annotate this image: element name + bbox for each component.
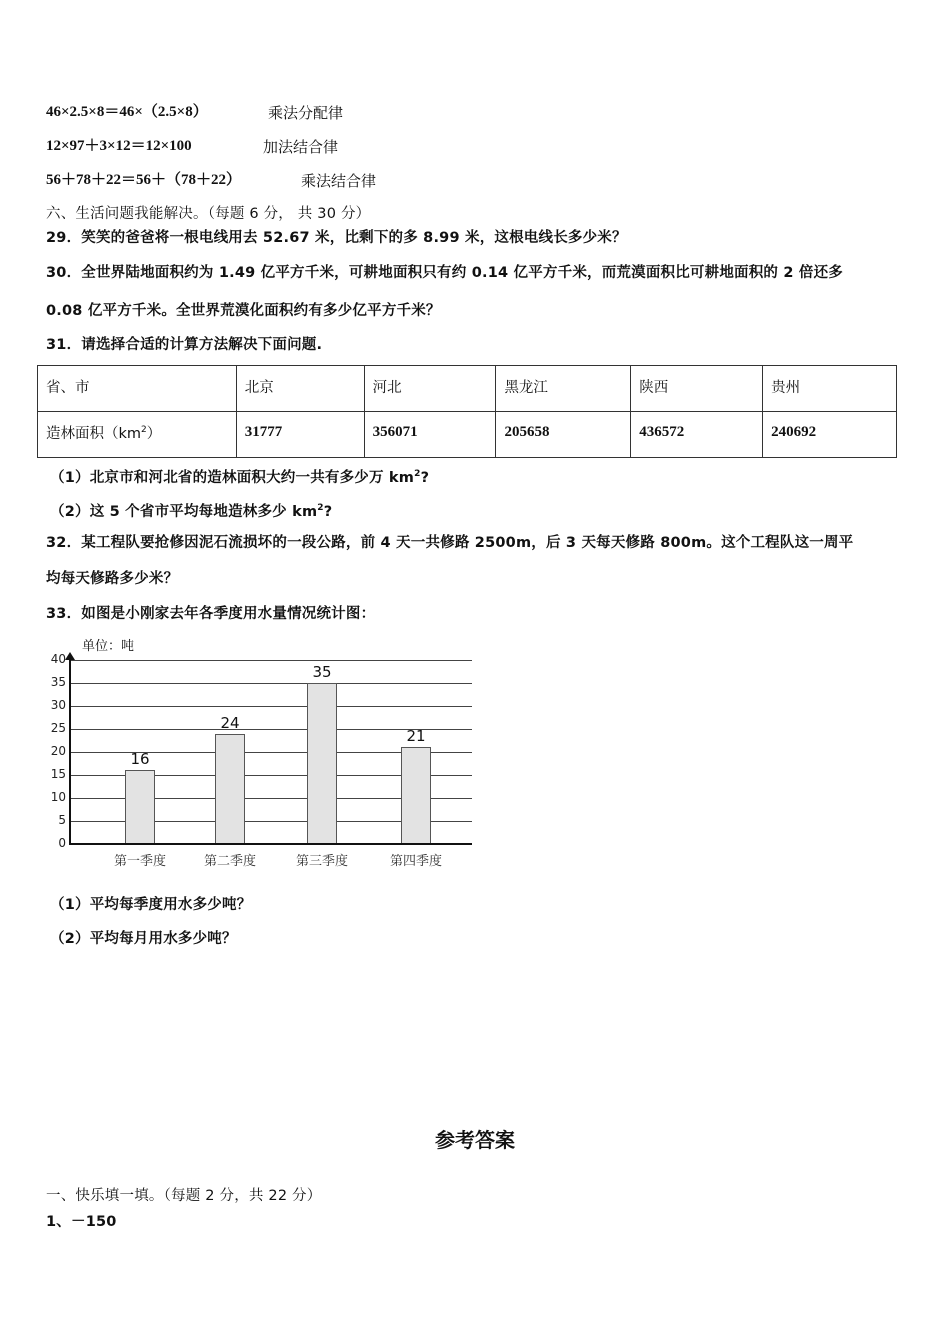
question-30-line-1: 30．全世界陆地面积约为 1.49 亿平方千米，可耕地面积只有约 0.14 亿平方千米，而荒漠面积比可耕地面积的 2 倍还多 [46, 265, 844, 281]
bar [125, 770, 155, 844]
y-tick-label: 0 [58, 836, 66, 850]
question-31-sub-1 [50, 464, 429, 488]
y-tick-label: 15 [50, 767, 66, 781]
superscript: 2 [414, 469, 421, 479]
y-tick-label: 40 [50, 652, 66, 666]
y-tick-label: 30 [50, 698, 66, 712]
formula-expr: 46×2.5×8＝46×（2.5×8） [46, 104, 208, 120]
question-33-sub-2: （2）平均每月用水多少吨？ [50, 931, 237, 947]
y-tick-label: 5 [58, 813, 66, 827]
sub-text: （1）北京市和河北省的造林面积大约一共有多少万 km [50, 469, 415, 486]
gridline [70, 706, 472, 707]
question-32-line-2: 均每天修路多少米？ [46, 571, 179, 587]
answers-section-1: 一、快乐填一填。（每题 2 分，共 22 分） [46, 1188, 322, 1204]
table-row-label [38, 412, 237, 458]
section-heading: 六、生活问题我能解决。（每题 6 分， 共 30 分） [46, 206, 371, 222]
formula-line-2 [46, 136, 192, 156]
table-header-cell: 黑龙江 [496, 366, 631, 412]
table-cell: 205658 [496, 412, 631, 458]
question-33-sub-1: （1）平均每季度用水多少吨？ [50, 897, 252, 913]
formula-law-3: 乘法结合律 [301, 172, 377, 190]
formula-law-1: 乘法分配律 [268, 104, 344, 122]
question-33: 33．如图是小刚家去年各季度用水量情况统计图： [46, 606, 376, 622]
table-header-cell: 陕西 [631, 366, 763, 412]
question-29: 29．笑笑的爸爸将一根电线用去 52.67 米，比剩下的多 8.99 米，这根电线长多少米？ [46, 230, 627, 246]
gridline [70, 683, 472, 684]
bar-value-label: 16 [130, 750, 150, 769]
chart-unit-label: 单位：吨 [82, 639, 135, 654]
bar-value-label: 35 [312, 663, 332, 681]
answer-1: 1、－150 [46, 1214, 117, 1230]
x-category-label: 第三季度 [295, 854, 348, 869]
x-category-label: 第二季度 [203, 854, 256, 869]
row-label-end: ） [146, 426, 162, 442]
gridline [70, 660, 472, 661]
superscript: 2 [141, 425, 147, 436]
table-header-cell: 北京 [236, 366, 364, 412]
bar [215, 734, 245, 844]
x-category-label: 第四季度 [389, 854, 442, 869]
water-usage-bar-chart [40, 630, 480, 875]
x-axis [70, 843, 472, 845]
table-header-label: 省、市 [38, 366, 237, 412]
bar-value-label: 21 [406, 727, 426, 746]
table-cell: 436572 [631, 412, 763, 458]
y-tick-label: 35 [50, 675, 66, 689]
formula-line-3 [46, 170, 241, 190]
bar [401, 747, 431, 844]
table-row [38, 412, 897, 458]
row-label-text: 造林面积（km [46, 426, 142, 442]
y-tick-label: 25 [50, 721, 66, 735]
table-header-row [38, 366, 897, 412]
sub-text: （2）这 5 个省市平均每地造林多少 km [50, 503, 318, 520]
y-axis [69, 658, 71, 845]
y-tick-label: 10 [50, 790, 66, 804]
question-31: 31．请选择合适的计算方法解决下面问题. [46, 337, 323, 353]
question-30-line-2: 0.08 亿平方千米。全世界荒漠化面积约有多少亿平方千米？ [46, 303, 441, 319]
sub-end: ? [420, 469, 430, 486]
table-cell: 356071 [364, 412, 496, 458]
superscript: 2 [317, 503, 324, 513]
question-31-sub-2 [50, 498, 332, 522]
x-category-label: 第一季度 [113, 854, 166, 869]
y-tick-label: 20 [50, 744, 66, 758]
afforestation-table [37, 365, 897, 458]
sub-end: ? [323, 503, 333, 520]
table-cell: 31777 [236, 412, 364, 458]
formula-expr: 12×97＋3×12＝12×100 [46, 138, 192, 154]
y-axis-arrow-icon [65, 652, 75, 660]
table-header-cell: 河北 [364, 366, 496, 412]
answers-title: 参考答案 [435, 1128, 515, 1152]
table-cell: 240692 [763, 412, 897, 458]
bar [307, 683, 337, 844]
table-header-cell: 贵州 [763, 366, 897, 412]
formula-line-1 [46, 102, 208, 122]
formula-expr: 56＋78＋22＝56＋（78＋22） [46, 172, 242, 188]
question-32-line-1: 32．某工程队要抢修因泥石流损坏的一段公路，前 4 天一共修路 2500m，后 3 天每天修路 800m。这个工程队这一周平 [46, 535, 854, 551]
formula-law-2: 加法结合律 [263, 138, 339, 156]
bar-value-label: 24 [220, 713, 240, 732]
